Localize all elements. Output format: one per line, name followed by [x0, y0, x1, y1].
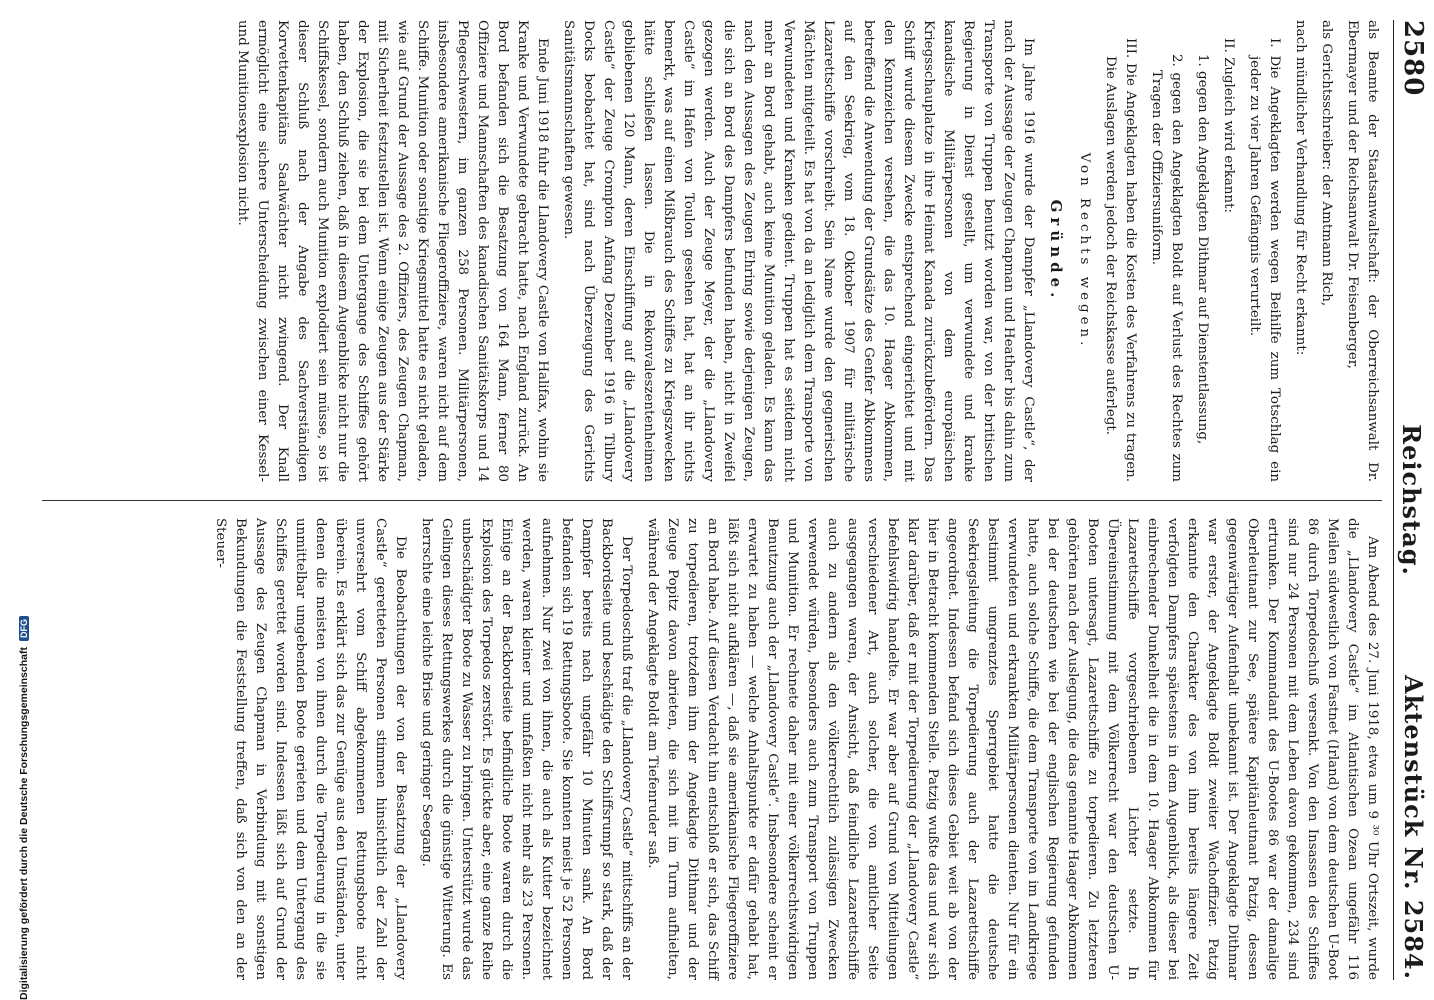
- verdict-item: I. Die Angeklagten werden wegen Beihilfe zum Totschlag ein jeder zu vier Jahren Gefängnis verurteilt.: [1247, 38, 1282, 482]
- verdict-item: III. Die Angeklagten haben die Kosten des Verfahrens zu tragen. Die Auslagen werden jedoch der Reichskasse auferlegt.: [1103, 38, 1138, 482]
- left-column: [42, 20, 1382, 482]
- verdict-subitem: 1. gegen den Angeklagten Dithmar auf Dienstentlassung,: [1195, 54, 1210, 445]
- paragraph: Im Jahre 1916 wurde der Dampfer „Llandovery Castle“, der nach der Aussage der Zeugen Chapman und Heather bis dahin zum Transporte von Truppen benutzt worden war, von der britischen Regierung in Dienst gestellt, um verwundete und kranke kanadische Militärpersonen von dem europäischen Kriegsschauplatze in ihre Heimat Kanada zurückzubefördern. Das Schiff wurde diesem Zwecke entsprechend eingerichtet und mit den Kennzeichen versehen, die das 10. Haager Abkommen, betreffend die Anwendung der Grundsätze des Genfer Abkommens auf den Seekrieg, vom 18. Oktober 1907 für militärische Lazarettschiffe vorschreibt. Sein Name wurde den gegnerischen Mächten mitgeteilt. Es hat von da an lediglich dem Transporte von Verwundeten und Kranken gedient. Truppen hat es seitdem nicht mehr an Bord gehabt, auch keine Munition geladen. Es kann das nach den Aussagen des Zeugen Ehring sowie derjenigen Zeugen, die sich an Bord des Dampfers befunden haben, nicht in Zweifel gezogen werden. Auch der Zeuge Meyer, der die „Llandovery Castle“ im Hafen von Toulon gesehen hat, hat an ihr nichts bemerkt, was auf einen Mißbrauch des Schiffes zu Kriegszwecken hätte schließen lassen. Die in Rekonvaleszentenheimen gebliebenen 120 Mann, deren Einschiffung auf die „Llandovery Castle“ der Zeuge Crompton Anfang Dezember 1916 in Tilbury Docks beobachtet hat, sind nach Überzeugung des Gerichts Sanitätsmannschaften gewesen.: [561, 20, 1036, 482]
- page-number: 2580: [1398, 20, 1428, 97]
- page-header: [1393, 20, 1434, 980]
- section-heading: Gründe.: [1047, 199, 1065, 303]
- footer-credit: [18, 616, 30, 1000]
- rotated-page-content: [0, 20, 1434, 980]
- verdict-item: II. Zugleich wird erkannt:: [1221, 38, 1236, 214]
- right-column: [42, 518, 1382, 980]
- paragraph: Ende Juni 1918 fuhr die Llandovery Castle von Halifax, wohin sie Kranke und Verwundete gebracht hatte, nach England zurück. An Bord befanden sich die Besatzung von 164 Mann, ferner 80 Offiziere und Mannschaften des kanadischen Sanitätskorps und 14 Pflegeschwestern, im ganzen 258 Personen. Militärpersonen, insbesondere amerikanische Fliegeroffiziere, waren nicht auf dem Schiffe. Munition oder sonstige Kriegsmittel hatte es nicht geladen, wie auf Grund der Aussage des 2. Offiziers, des Zeugen Chapman, mit Sicherheit festzustellen ist. Wenn einige Zeugen aus der Stärke der Explosion, die sie bei dem Untergange des Schiffes gehört haben, den Schluß ziehen, daß in diesem Augenblicke nicht nur die Schiffskessel, sondern auch Munition explodiert sein müsse, so ist dieser Schluß nach der Angabe des Sachverständigen Korvettenkapitäns Saalwächter nicht zwingend. Der Knall ermöglicht eine sichere Unterscheidung zwischen einer Kessel- und Munitionsexplosion nicht.: [235, 20, 550, 482]
- closing-formula: Von Rechts wegen.: [1077, 152, 1092, 350]
- paragraph: als Gerichtsschreiber: der Amtmann Rich,: [1319, 20, 1334, 307]
- paragraph: als Beamte der Staatsanwaltschaft: der Oberreichsanwalt Dr. Ebermayer und der Reichsanwalt Dr. Feisenberger,: [1345, 20, 1380, 482]
- header-title: Reichstag.: [1397, 424, 1426, 576]
- footer-text: Digitalisierung gefördert durch die Deutsche Forschungsgemeinschaft: [18, 647, 30, 1000]
- verdict-subitem: 2. gegen den Angeklagten Boldt auf Verlust des Rechtes zum Tragen der Offiziersuniform.: [1149, 54, 1184, 482]
- document-number: Aktenstück Nr. 2584.: [1399, 675, 1428, 980]
- paragraph: Die Beobachtungen der von der Besatzung der „Llandovery Castle“ geretteten Personen stimmen hinsichtlich der Zahl der unversehrt vom Schiff abgekommenen Rettungsboote nicht überein. Es erklärt sich das zur Genüge aus den Umständen, unter denen die meisten von ihnen durch die Torpedierung in die sie unmittelbar umgebenden Boote gerieten und dem Untergang des Schiffes gerettet worden sind. Indessen läßt sich auf Grund der Aussage des Zeugen Chapman in Verbindung mit sonstigen Bekundungen die Feststellung treffen, daß sich von den an der Steuer-: [213, 518, 408, 980]
- paragraph: nach mündlicher Verhandlung für Recht erkannt:: [1293, 20, 1308, 356]
- column-divider: [42, 500, 1382, 501]
- page-footer: [2, 0, 30, 1000]
- paragraph: Der Torpedoschuß traf die „Llandovery Castle“ mittschiffs an der Backbordseite und beschädigte den Schiffsrumpf so stark, daß der Dampfer bereits nach ungefähr 10 Minuten sank. An Bord befanden sich 19 Rettungsboote. Sie konnten meist je 52 Personen aufnehmen. Nur zwei von ihnen, die auch als Kutter bezeichnet werden, waren kleiner und umfaßten nicht mehr als 23 Personen. Einige an der Backbordseite befindliche Boote waren durch die Explosion des Torpedos zerstört. Es glückte aber, eine ganze Reihe unbeschädigter Boote zu Wasser zu bringen. Unterstützt wurde das Gelingen dieses Rettungswerkes durch die günstige Witterung. Es herrschte eine leichte Brise und geringer Seegang.: [419, 518, 634, 980]
- paragraph: Am Abend des 27. Juni 1918, etwa um 9 ³⁰ Uhr Ortszeit, wurde die „Llandovery Castle“ im Atlantischen Ozean ungefähr 116 Meilen südwestlich von Fastnet (Irland) von dem deutschen U-Boot 86 durch Torpedoschuß versenkt. Von den Insassen des Schiffes sind nur 24 Personen mit dem Leben davon gekommen, 234 sind ertrunken. Der Kommandant des U-Bootes 86 war der damalige Oberleutnant zur See, spätere Kapitänleutnant Patzig, dessen gegenwärtiger Aufenthalt unbekannt ist. Der Angeklagte Dithmar war erster, der Angeklagte Boldt zweiter Wachoffizier. Patzig erkannte den Charakter des von ihm bereits längere Zeit verfolgten Dampfers spätestens in dem Augenblick, als dieser bei einbrechender Dunkelheit die in dem 10. Haager Abkommen für Lazarettschiffe vorgeschriebenen Lichter setzte. In Übereinstimmung mit dem Völkerrecht war den deutschen U-Booten untersagt, Lazarettschiffe zu torpedieren. Zu letzteren gehörten nach der Auslegung, die das genannte Haager Abkommen bei der deutschen wie bei der englischen Regierung gefunden hatte, auch solche Schiffe, die dem Transporte von im Landkriege verwundeten und erkrankten Militärpersonen dienten. Nur für ein bestimmt umgrenztes Sperrgebiet hatte die deutsche Seekriegsleitung die Torpedierung auch der Lazarettschiffe angeordnet. Indessen befand sich dieses Gebiet weit ab von der hier in Betracht kommenden Stelle. Patzig wußte das und war sich klar darüber, daß er mit der Torpedierung der „Llandovery Castle“ befehlswidrig handelte. Er war aber auf Grund von Mitteilungen verschiedener Art, auch solcher, die von amtlicher Seite ausgegangen waren, der Ansicht, daß feindliche Lazarettschiffe auch zu andern als den völkerrechtlich zulässigen Zwecken verwendet würden, besonders auch zum Transport von Truppen und Munition. Er rechnete daher mit einer völkerrechtswidrigen Benutzung auch der „Llandovery Castle“. Insbesondere scheint er erwartet zu haben — welche Anhaltspunkte er dafür gehabt hat, läßt sich nicht aufklären —, daß sie amerikanische Fliegeroffiziere an Bord habe. Auf diesen Verdacht hin entschloß er sich, das Schiff zu torpedieren, trotzdem ihm der Angeklagte Dithmar und der Zeuge Popitz davon abrieten, die sich mit im Turm aufhielten, während der Angeklagte Boldt am Tiefenruder saß.: [645, 518, 1380, 980]
- dfg-logo: DFG: [19, 616, 29, 641]
